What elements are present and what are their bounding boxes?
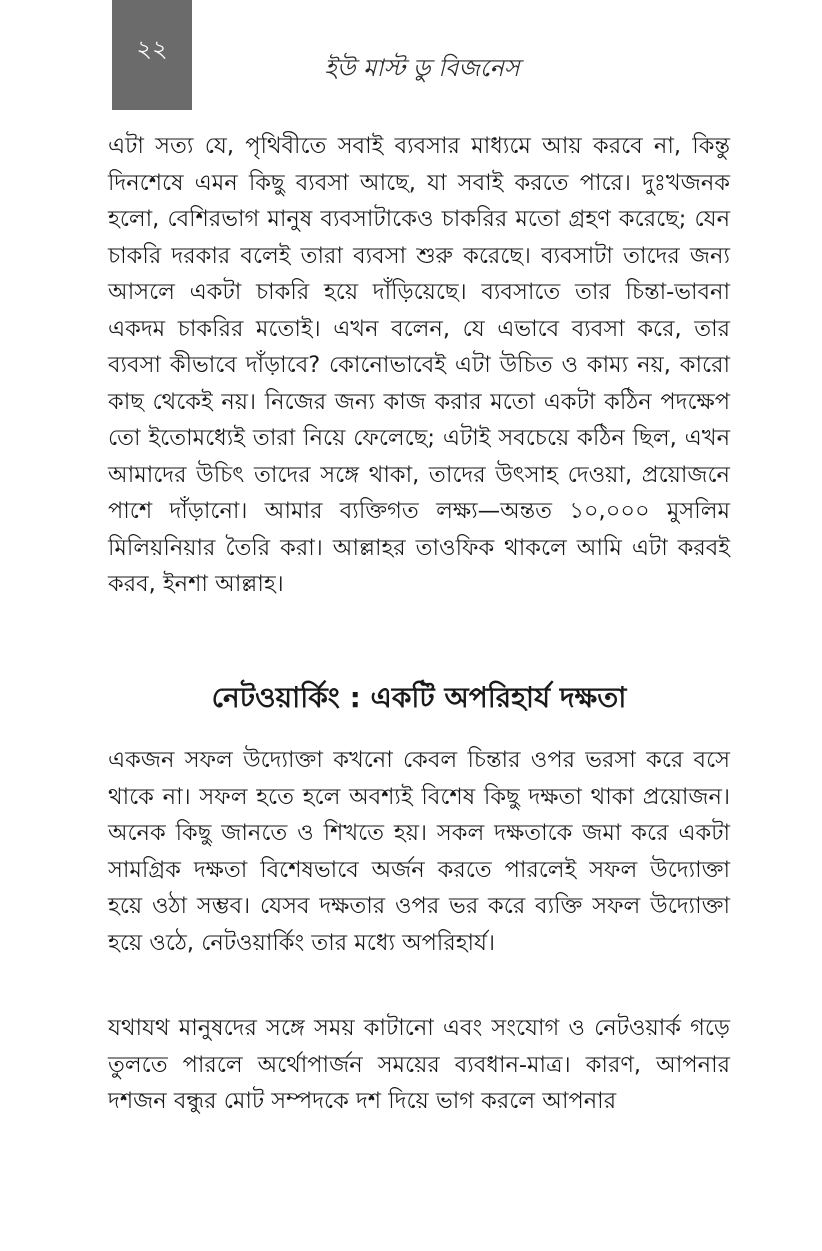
page-number-tab bbox=[112, 0, 192, 110]
body-paragraph: যথাযথ মানুষদের সঙ্গে সময় কাটানো এবং সংযোগ ও নেটওয়ার্ক গড়ে তুলতে পারলে অর্থোপার্জন সময়ের ব্যবধান-মাত্র। কারণ, আপনার দশজন বন্ধুর মোট সম্পদকে দশ দিয়ে ভাগ করলে আপনার bbox=[108, 1015, 730, 1114]
running-header-title: ইউ মাস্ট ডু বিজনেস bbox=[324, 54, 520, 82]
section-heading: নেটওয়ার্কিং : একটি অপরিহার্য দক্ষতা bbox=[211, 681, 627, 714]
body-paragraph: এটা সত্য যে, পৃথিবীতে সবাই ব্যবসার মাধ্যমে আয় করবে না, কিন্তু দিনশেষে এমন কিছু ব্যবসা আছে, যা সবাই করতে পারে। দুঃখজনক হলো, বেশিরভাগ মানুষ ব্যবসাটাকেও চাকরির মতো গ্রহণ করেছে; যেন চাকরি দরকার বলেই তারা ব্যবসা শুরু করেছে। ব্যবসাটা তাদের জন্য আসলে একটা চাকরি হয়ে দাঁড়িয়েছে। ব্যবসাতে তার চিন্তা-ভাবনা একদম চাকরির মতোই। এখন বলেন, যে এভাবে ব্যবসা করে, তার ব্যবসা কীভাবে দাঁড়াবে? কোনোভাবেই এটা উচিত ও কাম্য নয়, কারো কাছ থেকেই নয়। নিজের জন্য কাজ করার মতো একটা কঠিন পদক্ষেপ তো ইতোমধ্যেই তারা নিয়ে ফেলেছে; এটাই সবচেয়ে কঠিন ছিল, এখন আমাদের উচিৎ তাদের সঙ্গে থাকা, তাদের উৎসাহ দেওয়া, প্রয়োজনে পাশে দাঁড়ানো। আমার ব্যক্তিগত লক্ষ্য—অন্তত ১০,০০০ মুসলিম মিলিয়নিয়ার তৈরি করা। আল্লাহর তাওফিক থাকলে আমি এটা করবই করব, ইনশা আল্লাহ। bbox=[108, 133, 730, 597]
page-number: ২২ bbox=[136, 35, 168, 63]
body-paragraph: একজন সফল উদ্যোক্তা কখনো কেবল চিন্তার ওপর ভরসা করে বসে থাকে না। সফল হতে হলে অবশ্যই বিশেষ কিছু দক্ষতা থাকা প্রয়োজন। অনেক কিছু জানতে ও শিখতে হয়। সকল দক্ষতাকে জমা করে একটা সামগ্রিক দক্ষতা বিশেষভাবে অর্জন করতে পারলেই সফল উদ্যোক্তা হয়ে ওঠা সম্ভব। যেসব দক্ষতার ওপর ভর করে ব্যক্তি সফল উদ্যোক্তা হয়ে ওঠে, নেটওয়ার্কিং তার মধ্যে অপরিহার্য। bbox=[108, 747, 730, 956]
